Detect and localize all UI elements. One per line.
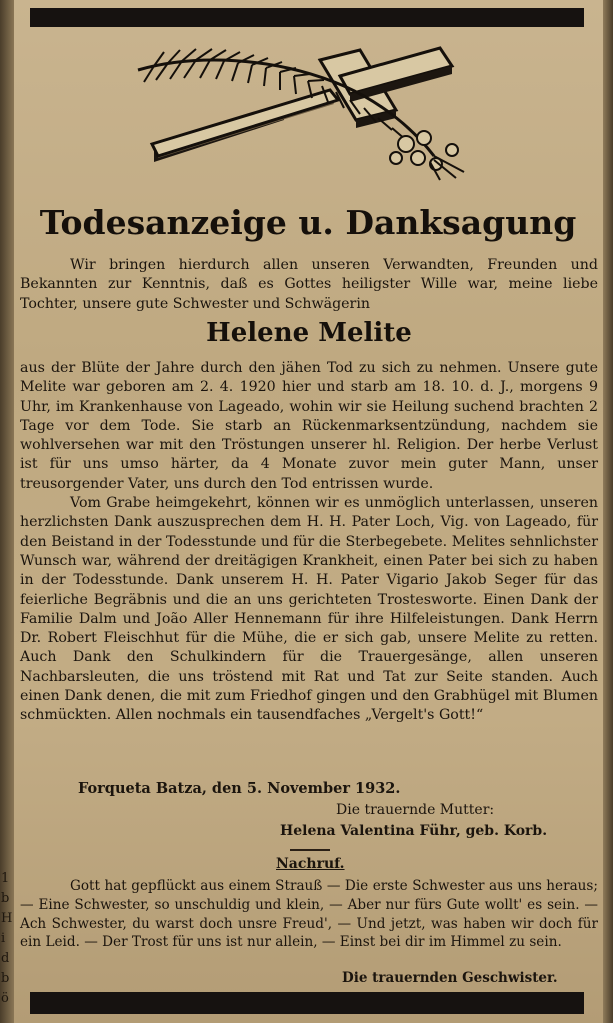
margin-fragment: H (1, 911, 13, 926)
nachruf-title: Nachruf. (276, 856, 345, 872)
margin-fragment: b (1, 971, 10, 986)
margin-fragment: i (1, 931, 6, 946)
thanks-paragraph: Vom Grabe heimgekehrt, können wir es unmöglich unterlassen, unseren herzlichsten Dank auszusprechen dem H. H. Pater Loch, Vig. von Lageado, für den Beistand in der Todesstunde und für die Sterbegebete. Melites sehnlichster Wunsch war, während der dreitägigen Krankheit, einen Pater bei sich zu haben in der Todesstunde. Dank unserem H. H. Pater Vigario Jakob Seger für das feierliche Begräbnis und die an uns gerichteten Trosteswort​e. Einen Dank der Familie Dalm und João Aller Hennemann für ihre Hilfeleistungen. Dank Herrn Dr. Robert Fleischhut für die Mühe, die er sich gab, unsere Melite zu retten. Auch Dank den Schulkindern für die Trauergesänge, allen unseren Nachbarsleuten, die uns tröstend mit Rat und Tat zur Seite standen. Auch einen Dank denen, die mit zum Friedhof gingen und den Grabhügel mit Blumen schmückten. Allen nochmals ein tausendfaches „Vergelt's Gott!“ (20, 495, 598, 724)
deceased-name: Helene Melite (206, 318, 412, 348)
notice-title: Todesanzeige u. Danksagung (39, 203, 577, 242)
siblings-signature: Die trauernden Geschwister. (342, 970, 558, 986)
intro-paragraph (20, 256, 598, 314)
place-date: Forqueta Batza, den 5. November 1932. (78, 780, 401, 797)
cross-with-palm-icon (134, 46, 474, 186)
bottom-mourning-border (30, 992, 584, 1014)
mourner-name: Helena Valentina Führ, geb. Korb. (280, 823, 548, 839)
intro-text: Wir bringen hierdurch allen unseren Verwandten, Freunden und Bekannten zur Kenntnis, daß es Gottes heiligster Wille war, meine liebe Tochter, unsere gute Schwester und Schwägerin (20, 257, 598, 312)
margin-fragment: d (1, 951, 10, 966)
nachruf-section (20, 877, 598, 952)
left-page-edge (0, 0, 14, 1023)
margin-fragment: ö (1, 991, 9, 1006)
mourner-title: Die trauernde Mutter: (336, 802, 495, 818)
margin-fragment: b (1, 891, 10, 906)
section-divider (290, 849, 330, 851)
notice-body (20, 359, 598, 726)
margin-fragment: 1 (1, 871, 10, 886)
top-mourning-border (30, 8, 584, 27)
death-paragraph: aus der Blüte der Jahre durch den jähen Tod zu sich zu nehmen. Unsere gute Melite war geboren am 2. 4. 1920 hier und starb am 18. 10. d. J., morgens 9 Uhr, im Krankenhause von Lageado, wohin wir sie Heilung suchend brachten 2 Tage vor dem Tode. Sie starb an Rückenmarksentzündung, nachdem sie wohlversehen war mit den Tröstungen unserer hl. Religion. Der herbe Verlust ist für uns umso härter, da 4 Monate zuvor mein guter Mann, unser treusorgender Vater, uns durch den Tod entrissen wurde. (20, 360, 598, 492)
nachruf-poem: Gott hat gepflückt aus einem Strauß — Die erste Schwester aus uns heraus; — Eine Schwester, so unschuldig und klein, — Aber nur fürs Gute wollt' es sein. — Ach Schwester, du warst doch unsre Freud', — Und jetzt, was haben wir doch für ein Leid. — Der Trost für uns ist nur allein, — Einst bei dir im Himmel zu sein. (20, 878, 598, 951)
right-page-edge (603, 0, 613, 1023)
